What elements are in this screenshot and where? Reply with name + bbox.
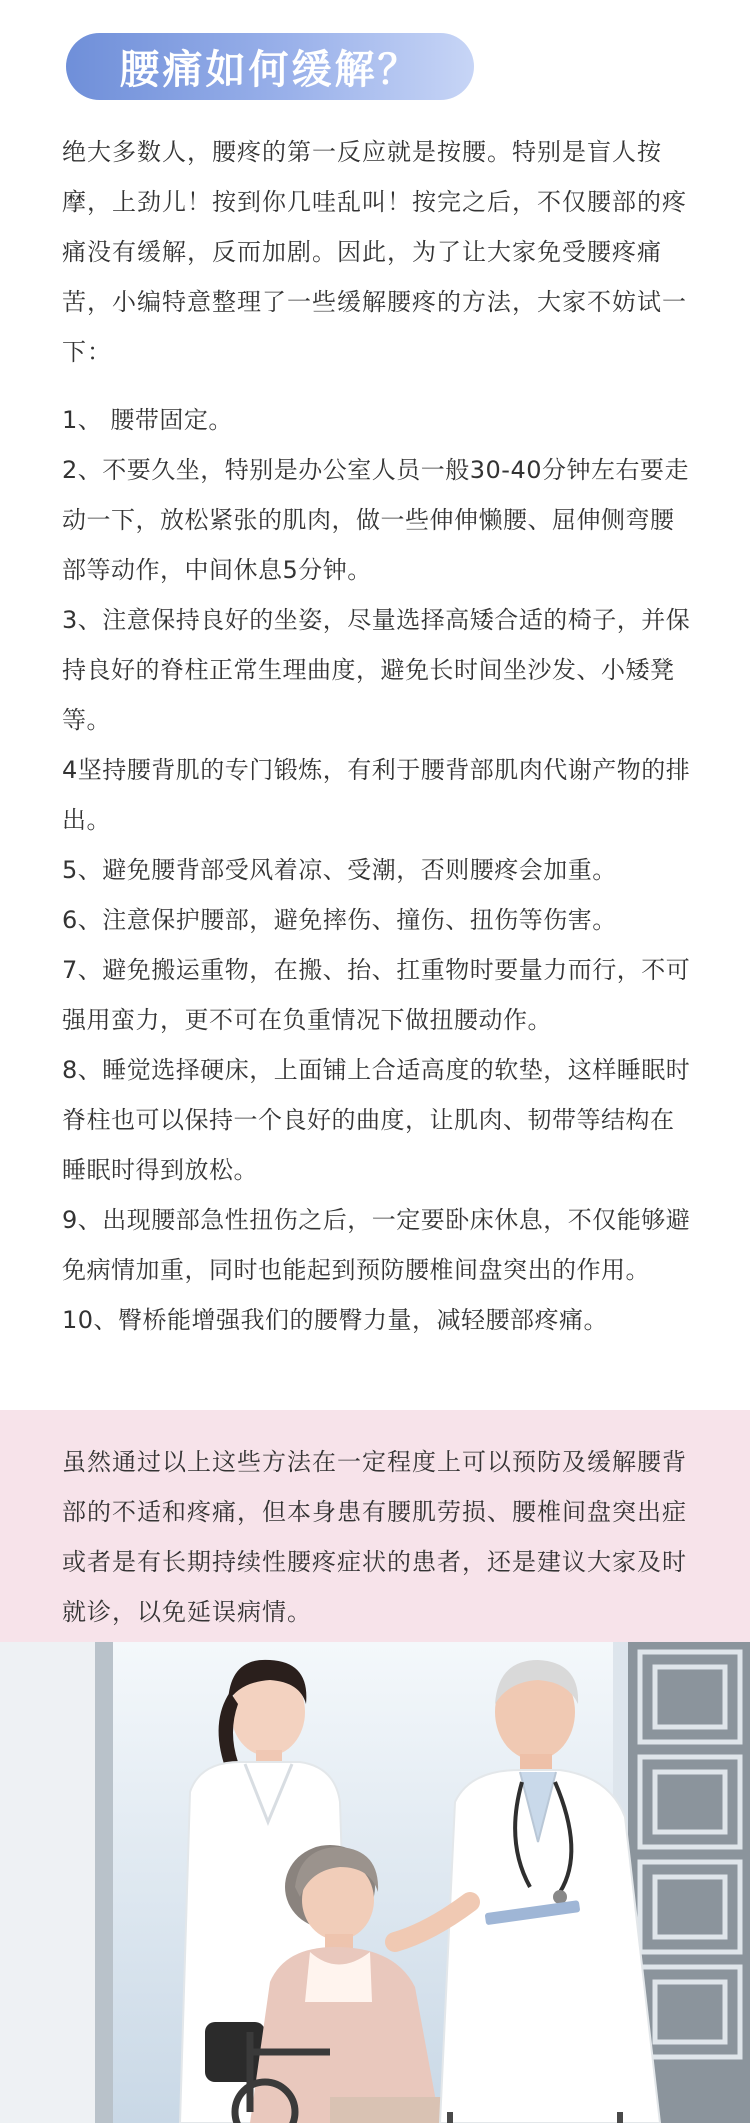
intro-paragraph: 绝大多数人，腰疼的第一反应就是按腰。特别是盲人按摩，上劲儿！按到你几哇乱叫！按完之后，不仅腰部的疼痛没有缓解，反而加剧。因此，为了让大家免受腰疼痛苦，小编特意整理了一些缓解腰疼的方法，大家不妨试一下： [62, 138, 687, 366]
tip-item: 8、睡觉选择硬床，上面铺上合适高度的软垫，这样睡眠时脊柱也可以保持一个良好的曲度，让肌肉、韧带等结构在睡眠时得到放松。 [62, 1056, 691, 1184]
tips-list [62, 395, 698, 1345]
page-title: 腰痛如何缓解？ [119, 47, 421, 93]
tip-item: 9、出现腰部急性扭伤之后，一定要卧床休息，不仅能够避免病情加重，同时也能起到预防腰椎间盘突出的作用。 [62, 1206, 691, 1284]
tip-item: 3、注意保持良好的坐姿，尽量选择高矮合适的椅子，并保持良好的脊柱正常生理曲度，避免长时间坐沙发、小矮凳等。 [62, 606, 691, 734]
title-banner [66, 33, 474, 100]
tip-item: 2、不要久坐，特别是办公室人员一般30-40分钟左右要走动一下，放松紧张的肌肉，做一些伸伸懒腰、屈伸侧弯腰部等动作，中间休息5分钟。 [62, 456, 690, 584]
tip-item: 5、避免腰背部受风着凉、受潮，否则腰疼会加重。 [62, 856, 617, 884]
tip-item: 1、 腰带固定。 [62, 406, 233, 434]
tip-item: 6、注意保护腰部，避免摔伤、撞伤、扭伤等伤害。 [62, 906, 617, 934]
tip-item: 7、避免搬运重物，在搬、抬、扛重物时要量力而行，不可强用蛮力，更不可在负重情况下做扭腰动作。 [62, 956, 691, 1034]
advice-note-box [0, 1410, 750, 1642]
tip-item: 4坚持腰背肌的专门锻炼，有利于腰背部肌肉代谢产物的排出。 [62, 756, 691, 834]
tip-item: 10、臀桥能增强我们的腰臀力量，减轻腰部疼痛。 [62, 1306, 609, 1334]
advice-note-text: 虽然通过以上这些方法在一定程度上可以预防及缓解腰背部的不适和疼痛，但本身患有腰肌劳损、腰椎间盘突出症或者是有长期持续性腰疼症状的患者，还是建议大家及时就诊，以免延误病情。 [62, 1448, 687, 1626]
doctor-patient-photo [0, 1642, 750, 2123]
